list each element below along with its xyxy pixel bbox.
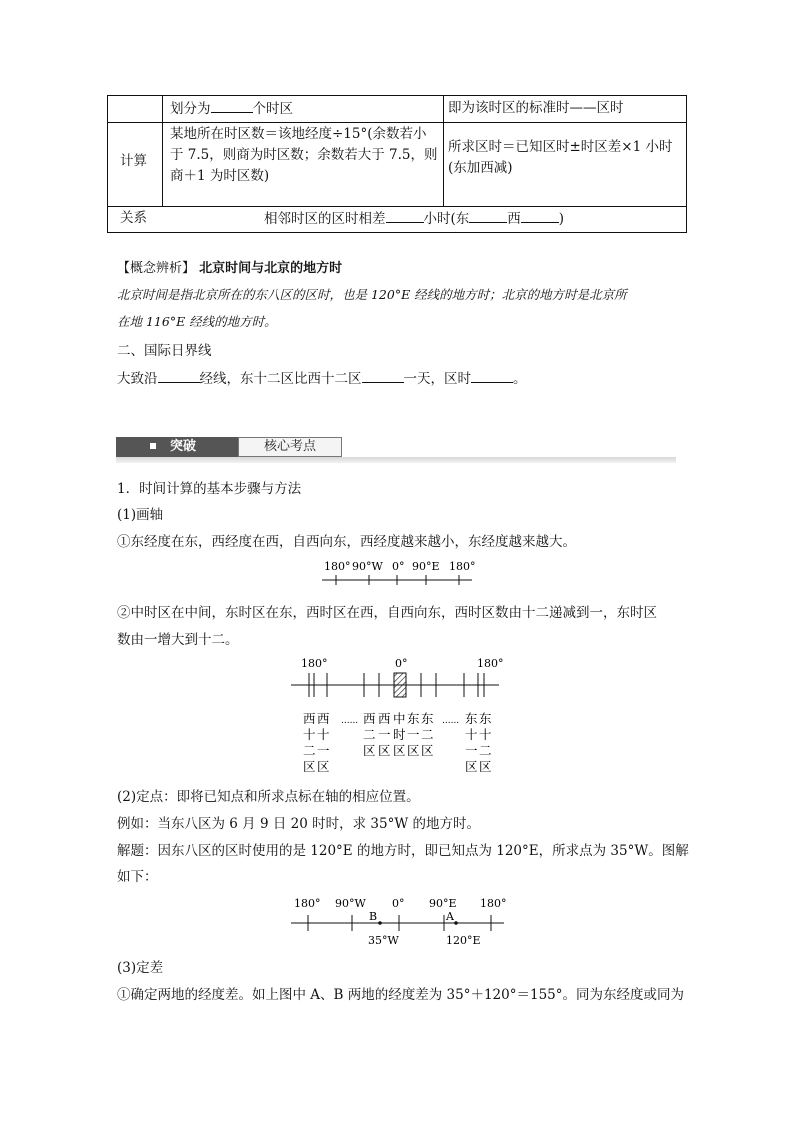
step-heading: (3)定差 bbox=[117, 960, 164, 976]
concept-body: 在地 116°E 经线的地方时。 bbox=[117, 314, 277, 329]
zone-label: 东 bbox=[465, 711, 478, 726]
answer-blank bbox=[521, 208, 559, 223]
row-label: 关系 bbox=[120, 210, 147, 226]
subheading: 1．时间计算的基本步骤与方法 bbox=[117, 481, 302, 497]
zone-label: 二 bbox=[303, 743, 316, 758]
square-bullet-icon bbox=[150, 443, 156, 449]
paragraph: 如下： bbox=[117, 869, 158, 885]
answer-blank bbox=[158, 368, 200, 383]
axis-label: 180° bbox=[294, 897, 321, 910]
paragraph: ①东经度在东，西经度在西，自西向东，西经度越来越小，东经度越来越大。 bbox=[117, 534, 576, 550]
table-divider bbox=[162, 96, 163, 206]
answer-blank bbox=[469, 208, 507, 223]
step-heading: (1)画轴 bbox=[117, 507, 164, 523]
axis-label: 90°W bbox=[352, 560, 383, 573]
answer-blank bbox=[471, 368, 513, 383]
zone-label: 区 bbox=[317, 759, 330, 774]
answer-blank bbox=[386, 208, 424, 223]
axis-label: 180° bbox=[324, 560, 351, 573]
point-label: B bbox=[369, 910, 378, 923]
zone-label: 二 bbox=[479, 743, 492, 758]
longitude-axis-diagram bbox=[318, 556, 478, 592]
zone-label-group bbox=[303, 711, 492, 774]
table-cell: 相邻时区的区时相差 小时(东 西 ) bbox=[264, 208, 564, 230]
zone-label: 二 bbox=[421, 727, 434, 742]
point-a-marker bbox=[454, 921, 458, 925]
paragraph: ①确定两地的经度差。如上图中 A、B 两地的经度差为 35°＋120°＝155°。同为东经度或同为 bbox=[117, 987, 685, 1003]
zone-label: 区 bbox=[421, 743, 434, 758]
concept-heading: 【概念辨析】 北京时间与北京的地方时 bbox=[117, 261, 343, 276]
banner-dark-tab: 突破 bbox=[116, 437, 238, 457]
table-cell: 某地所在时区数＝该地经度÷15°(余数若小 于 7.5，则商为时区数；余数若大于 7.5，则 商＋1 为时区数) bbox=[170, 126, 438, 184]
zone-label: 十 bbox=[465, 727, 478, 742]
paragraph: 大致沿 经线，东十二区比西十二区 一天，区时 。 bbox=[117, 368, 527, 389]
paragraph: 数由一增大到十二。 bbox=[117, 632, 239, 648]
paragraph: ②中时区在中间，东时区在东，西时区在西，自西向东，西时区数由十二递减到一，东时区 bbox=[117, 605, 657, 621]
axis-label: 0° bbox=[392, 560, 405, 573]
axis-label: 180° bbox=[477, 657, 503, 670]
central-zone-band bbox=[394, 673, 406, 697]
table-cell: 划分为 个时区 bbox=[170, 98, 293, 120]
axis-label: 35°W bbox=[368, 934, 399, 947]
point-b-marker bbox=[378, 921, 382, 925]
ellipsis: ...... bbox=[442, 716, 460, 726]
axis-label: 180° bbox=[480, 897, 507, 910]
zone-label: 东 bbox=[421, 711, 434, 726]
axis-label: 180° bbox=[449, 560, 476, 573]
zone-label: 十 bbox=[479, 727, 492, 742]
zone-label: 十 bbox=[317, 727, 330, 742]
zone-label: 十 bbox=[303, 727, 316, 742]
axis-label: 90°E bbox=[429, 897, 457, 910]
paragraph: 解题：因东八区的区时使用的是 120°E 的地方时，即已知点为 120°E，所求点为 35°W。图解 bbox=[117, 843, 689, 859]
zone-label: 东 bbox=[479, 711, 492, 726]
banner-light-tab: 核心考点 bbox=[238, 437, 342, 457]
answer-blank bbox=[362, 368, 404, 383]
axis-label: 0° bbox=[395, 657, 408, 670]
zone-label: 一 bbox=[407, 727, 420, 742]
ellipsis: ...... bbox=[341, 716, 359, 726]
zone-label: 东 bbox=[407, 711, 420, 726]
table-cell: 所求区时＝已知区时±时区差×1 小时 (东加西减) bbox=[448, 139, 673, 176]
zone-label: 区 bbox=[407, 743, 420, 758]
table-divider bbox=[108, 122, 686, 123]
zone-label: 区 bbox=[303, 759, 316, 774]
zone-label: 二 bbox=[363, 727, 376, 742]
zone-label: 中 bbox=[393, 711, 406, 726]
table-divider bbox=[443, 96, 444, 206]
section-heading: 二、国际日界线 bbox=[117, 343, 212, 359]
zone-label: 一 bbox=[465, 743, 478, 758]
zone-label: 一 bbox=[378, 727, 391, 742]
zone-label: 西 bbox=[363, 711, 376, 726]
axis-label: 90°W bbox=[335, 897, 366, 910]
zone-label: 区 bbox=[393, 743, 406, 758]
zone-label: 一 bbox=[317, 743, 330, 758]
point-label: A bbox=[446, 910, 454, 923]
axis-label: 120°E bbox=[446, 934, 481, 947]
axis-label: 0° bbox=[392, 897, 405, 910]
axis-label: 90°E bbox=[412, 560, 440, 573]
paragraph: 例如：当东八区为 6 月 9 日 20 时时，求 35°W 的地方时。 bbox=[117, 816, 480, 832]
zone-label: 西 bbox=[378, 711, 391, 726]
zone-label: 西 bbox=[317, 711, 330, 726]
banner-rule bbox=[116, 457, 676, 463]
zone-label: 区 bbox=[378, 743, 391, 758]
zone-label: 区 bbox=[479, 759, 492, 774]
zone-label: 区 bbox=[465, 759, 478, 774]
zone-label: 时 bbox=[393, 727, 406, 742]
zone-label: 西 bbox=[303, 711, 316, 726]
concept-body: 北京时间是指北京所在的东八区的区时，也是 120°E 经线的地方时；北京的地方时是北京所 bbox=[117, 287, 627, 302]
table-cell: 即为该时区的标准时——区时 bbox=[448, 100, 624, 116]
step-heading: (2)定点：即将已知点和所求点标在轴的相应位置。 bbox=[117, 789, 420, 805]
longitude-difference-diagram bbox=[288, 893, 510, 949]
time-zone-table bbox=[107, 95, 687, 233]
table-divider bbox=[108, 206, 686, 207]
zone-label: 区 bbox=[363, 743, 376, 758]
answer-blank bbox=[211, 98, 253, 113]
axis-label: 180° bbox=[301, 657, 328, 670]
row-label: 计算 bbox=[120, 153, 147, 169]
time-zone-axis-diagram bbox=[288, 652, 503, 778]
